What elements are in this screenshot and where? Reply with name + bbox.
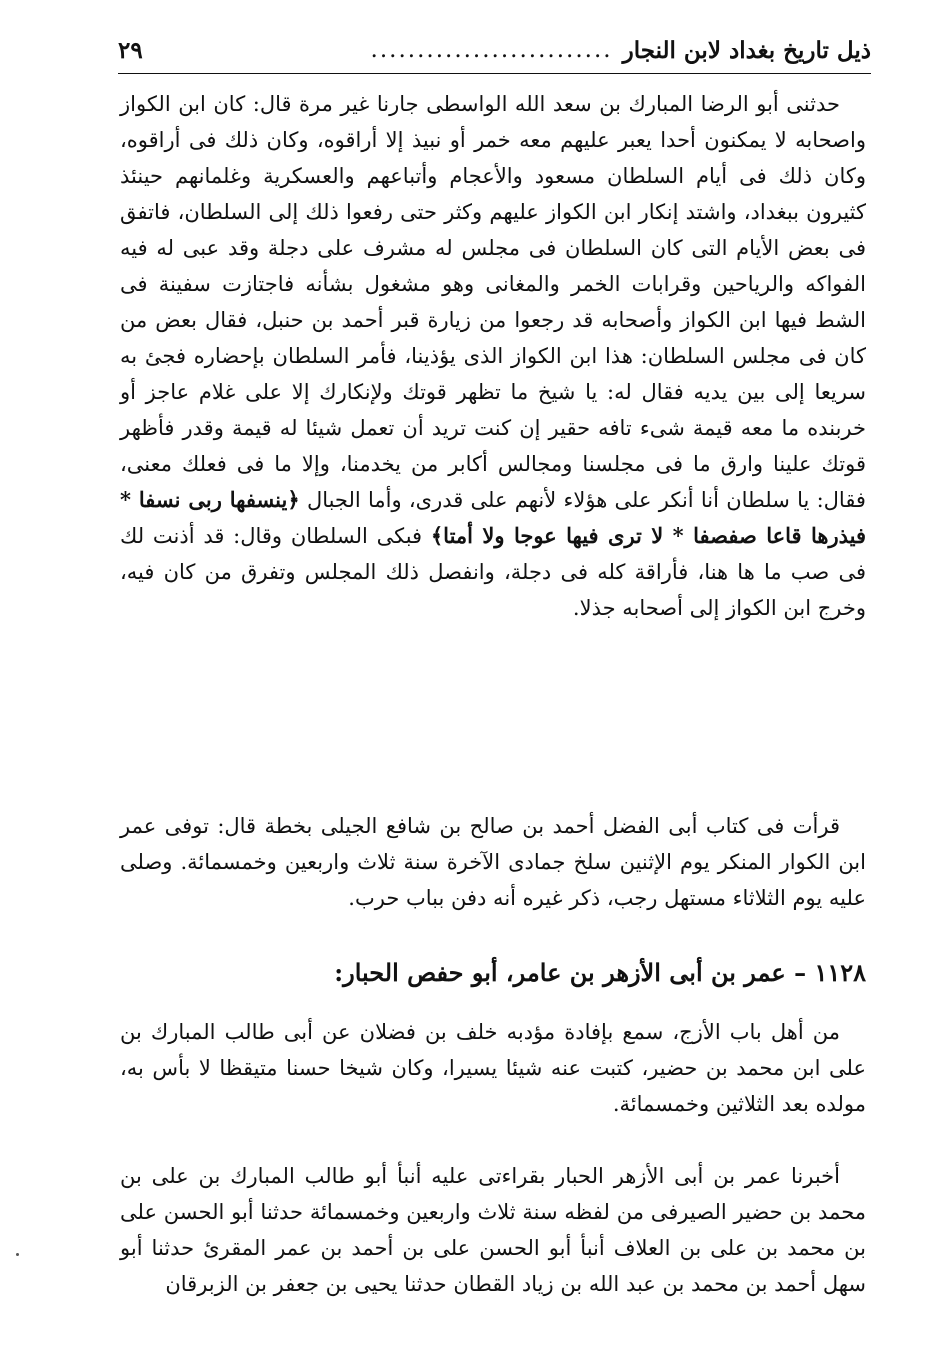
narrative-text: حدثنى أبو الرضا المبارك بن سعد الله الواسطى جارنا غير مرة قال: كان ابن الكواز واصحابه لا يمكنون أحدا يعبر عليهم معه خمر أو نبيذ إلا أراقوه، وكان ذلك فى أراقوه، وكان ذلك فى أيام السلطان مسعود والأعجام وأتباعهم والعسكرية وغلمانهم حينئذ كثيرون ببغداد، واشتد إنكار ابن الكواز عليهم وكثر حتى رفعوا ذلك إلى السلطان، فاتفق فى بعض الأيام التى كان السلطان فى مجلس له مشرف على دجلة وقد عبى له فيه الفواكه والرياحين وقرابات الخمر والمغانى وهو مشغول بشأنه فاجتازت سفينة فى الشط فيها ابن الكواز وأصحابه قد رجعوا من زيارة قبر أحمد بن حنبل، فقال بعض من كان فى مجلس السلطان: هذا ابن الكواز الذى يؤذينا، فأمر السلطان بإحضاره فجئ به سريعا إلى بين يديه فقال له: يا شيخ ما تظهر قوتك ولإنكارك إلا على غلام عاجز أو خربنده ما معه قيمة شىء تافه حقير إن كنت تريد أن تعمل شيئا له قيمة وقدر فأظهر قوتك علينا وارق ما فى مجلسنا ومجالس أكابر من يخدمنا، وإلا ما فى فعلك معنى، فقال: يا سلطان أنا أنكر على هؤلاء لأنهم على قدرى، وأما الجبال [120, 92, 866, 512]
paragraph-isnad: أخبرنا عمر بن أبى الأزهر الحبار بقراءتى عليه أنبأ أبو طالب المبارك بن على بن محمد بن حضير الصيرفى من لفظه سنة ثلاث واربعين وخمسمائة حدثنا أبو الحسن على بن محمد بن على بن العلاف أنبأ أبو الحسن على بن أحمد بن عمر المقرئ حدثنا أبو سهل أحمد بن محمد بن عبد الله بن زياد القطان حدثنا يحيى بن جعفر بن الزبرقان [120, 1164, 866, 1296]
scan-speck [16, 1253, 19, 1256]
narrative-ending: فبكى السلطان وقال: قد أذنت لك فى صب ما ها هنا، فأراقة كله فى دجلة، وانفصل ذلك المجلس وتفرق من كان فيه، وخرج ابن الكواز إلى أصحابه جذلا. [120, 524, 866, 620]
paragraph-narrative [120, 86, 866, 626]
leader-dots: .......................... [370, 37, 613, 63]
page-number: ٢٩ [118, 36, 143, 64]
running-header [118, 30, 871, 70]
quran-quote: ﴿ينسفها ربى نسفا * فيذرها قاعا صفصفا * لا ترى فيها عوجا ولا أمتا﴾ [120, 487, 866, 548]
death-note-block [120, 808, 866, 916]
entry-heading-block [120, 955, 866, 991]
running-title: ذيل تاريخ بغداد لابن النجار [622, 36, 871, 64]
entry-heading: ١١٢٨ – عمر بن أبى الأزهر بن عامر، أبو حفص الحبار: [334, 958, 866, 987]
paragraph-death-note: قرأت فى كتاب أبى الفضل أحمد بن صالح بن شافع الجيلى بخطة قال: توفى عمر ابن الكوار المنكر يوم الإثنين سلخ جمادى الآخرة سنة ثلاث واربعين وخمسمائة. وصلى عليه يوم الثلاثاء مستهل رجب، ذكر غيره أنه دفن بباب حرب. [120, 814, 866, 910]
header-rule [118, 73, 871, 74]
isnad-block [120, 1158, 866, 1302]
paragraph-biography: من أهل باب الأزج، سمع بإفادة مؤدبه خلف بن فضلان عن أبى طالب المبارك بن على ابن محمد بن حضير، كتبت عنه شيئا يسيرا، وكان شيخا حسنا متيقظا لا بأس به، مولده بعد الثلاثين وخمسمائة. [120, 1020, 866, 1116]
narrative-block [120, 86, 866, 626]
biography-block [120, 1014, 866, 1122]
